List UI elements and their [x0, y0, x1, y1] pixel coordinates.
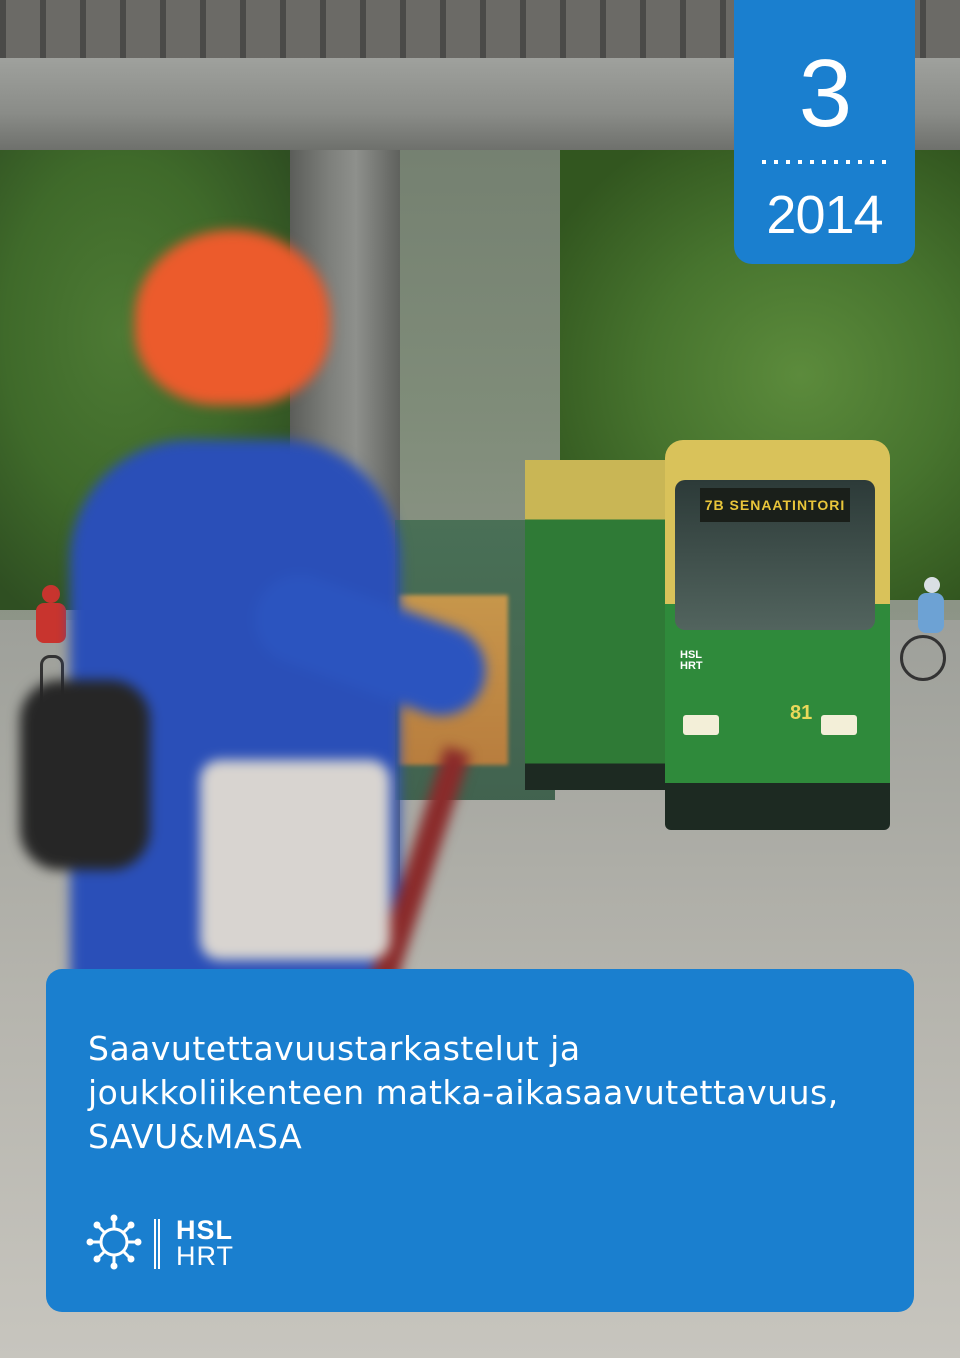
tram-logo-line1: HSL	[680, 649, 702, 661]
tram-number: 81	[790, 702, 813, 724]
issue-badge	[734, 0, 915, 264]
bicycle-basket	[200, 760, 390, 960]
issue-year: 2014	[766, 185, 883, 245]
tram-headlight	[821, 715, 857, 735]
report-title	[88, 1027, 888, 1159]
cyclist-head	[924, 577, 940, 593]
tram	[525, 440, 890, 830]
issue-number: 3	[798, 40, 851, 147]
dotted-divider	[762, 160, 887, 164]
cyclist-body	[918, 593, 944, 633]
shoulder-bag	[20, 680, 150, 870]
logo-divider	[154, 1219, 160, 1269]
tram-headlight	[683, 715, 719, 735]
title-line: joukkoliikenteen matka-aikasaavutettavuus,	[88, 1073, 839, 1112]
title-line: SAVU&MASA	[88, 1117, 303, 1156]
cyclist	[900, 575, 960, 685]
logo-text-hrt: HRT	[176, 1241, 235, 1271]
logo-text-hsl: HSL	[176, 1215, 233, 1245]
orange-helmet	[135, 230, 330, 405]
tram-logo-line2: HRT	[680, 660, 703, 672]
tram-destination-sign: 7B SENAATINTORI	[700, 488, 850, 522]
hsl-logo	[86, 1213, 286, 1273]
bicycle-wheel	[900, 635, 946, 681]
tram-logo	[680, 650, 703, 672]
title-panel	[46, 969, 914, 1312]
hsl-sun-icon	[86, 1213, 142, 1271]
title-line: Saavutettavuustarkastelut ja	[88, 1029, 581, 1068]
